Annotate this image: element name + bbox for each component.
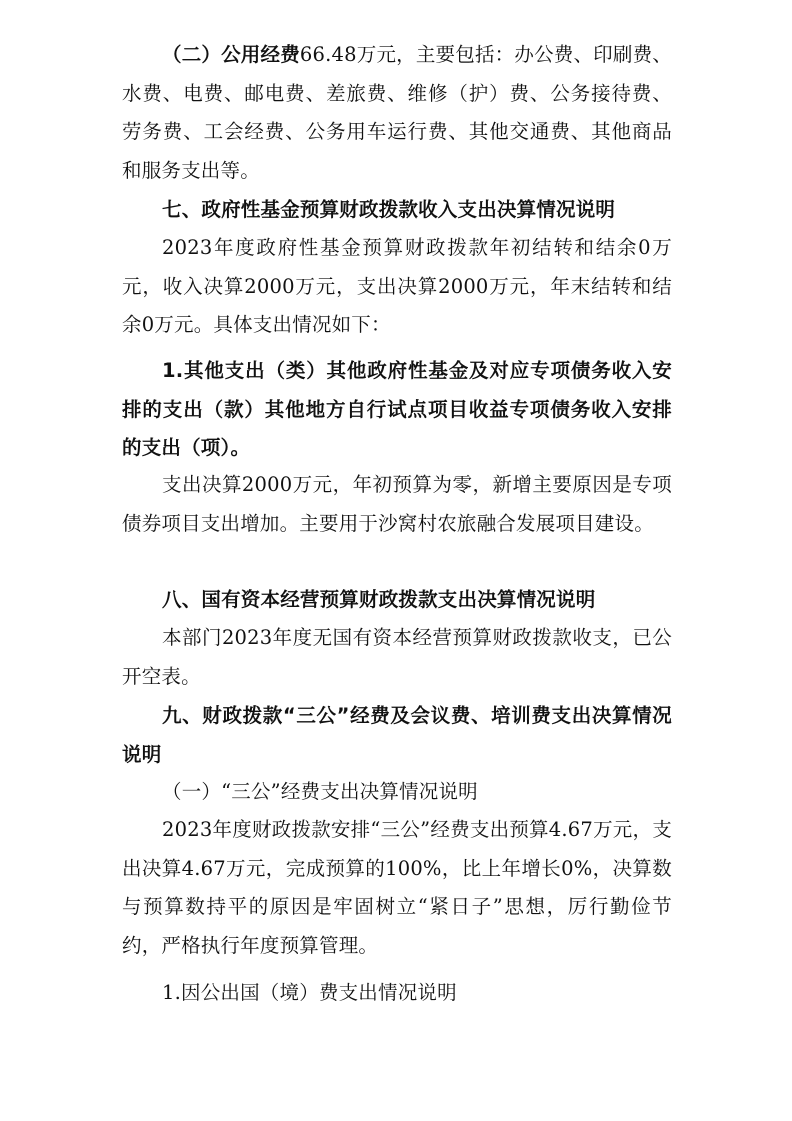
section9-item1-title: 1.因公出国（境）费支出情况说明: [162, 981, 457, 1004]
public-funds-text: 66.48万元，主要包括：办公费、印刷费、水费、电费、邮电费、差旅费、维修（护）费、公务接待费、劳务费、工会经费、公务用车运行费、其他交通费、其他商品和服务支出等。: [122, 43, 672, 182]
section9-sub1-heading: （一）“三公”经费支出决算情况说明: [162, 780, 478, 803]
section9-sub1-body: 2023年度财政拨款安排“三公”经费支出预算4.67万元，支出决算4.67万元，完成预算的100%，比上年增长0%，决算数与预算数持平的原因是牢固树立“紧日子”思想，厉行勤俭节约，严格执行年度预算管理。: [122, 818, 672, 957]
section9-heading: 九、财政拨款“三公”经费及会议费、培训费支出决算情况说明: [122, 704, 672, 766]
section7-item1-body: 支出决算2000万元，年初预算为零，新增主要原因是专项债券项目支出增加。主要用于沙窝村农旅融合发展项目建设。: [122, 473, 672, 535]
section7-body: 2023年度政府性基金预算财政拨款年初结转和结余0万元，收入决算2000万元，支出决算2000万元，年末结转和结余0万元。具体支出情况如下：: [122, 236, 672, 337]
public-funds-label: （二）公用经费: [162, 43, 300, 66]
section7-item1-title: 1.其他支出（类）其他政府性基金及对应专项债务收入安排的支出（款）其他地方自行试点项目收益专项债务收入安排的支出（项）。: [122, 359, 672, 460]
section8-body: 本部门2023年度无国有资本经营预算财政拨款收支，已公开空表。: [122, 626, 672, 688]
section7-heading: 七、政府性基金预算财政拨款收入支出决算情况说明: [162, 198, 616, 221]
public-funds-paragraph: [122, 36, 672, 190]
section8-heading: 八、国有资本经营预算财政拨款支出决算情况说明: [162, 588, 596, 611]
